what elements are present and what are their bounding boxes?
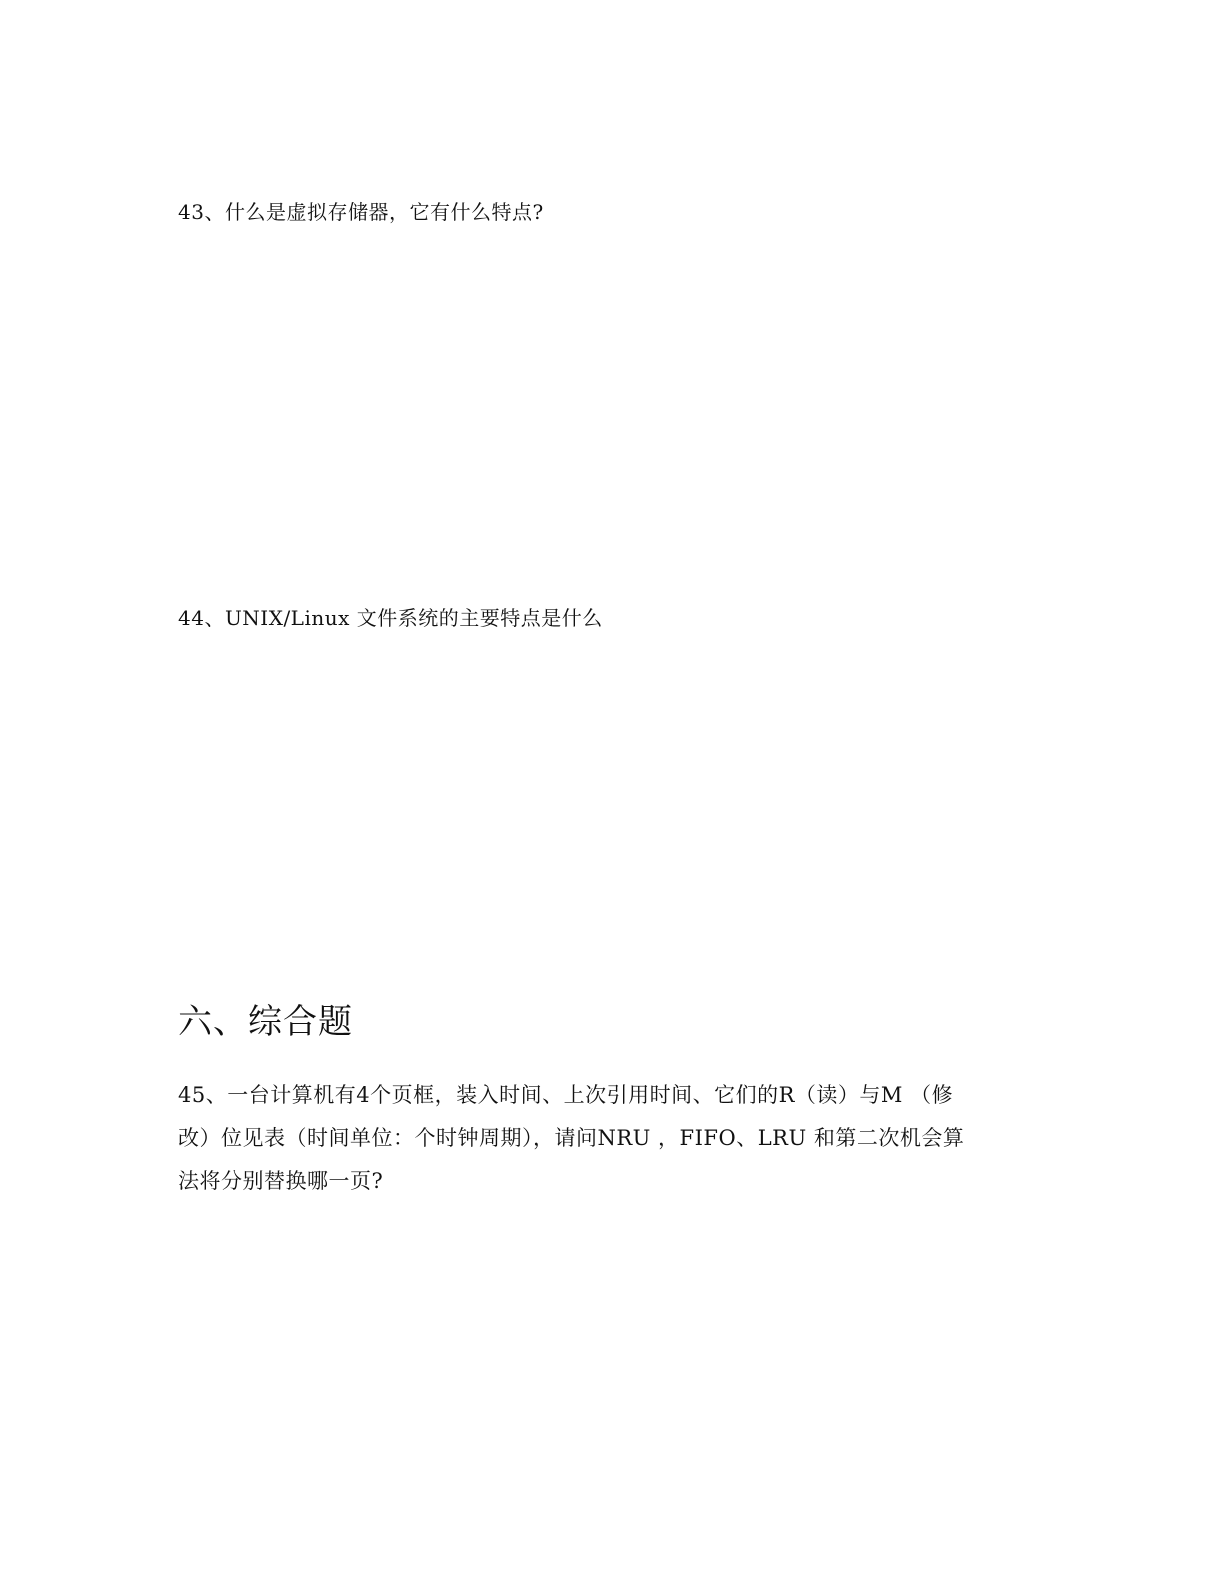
question-44: 44、UNIX/Linux 文件系统的主要特点是什么 — [178, 606, 603, 630]
question-45 — [178, 1074, 1038, 1203]
question-45-line-1: 45、一台计算机有4个页框，装入时间、上次引用时间、它们的R（读）与M （修 — [178, 1083, 954, 1107]
question-43: 43、什么是虚拟存储器，它有什么特点? — [178, 200, 544, 224]
question-45-line-2: 改）位见表（时间单位：个时钟周期），请问NRU ，FIFO、LRU 和第二次机会算 — [178, 1126, 965, 1150]
section-heading: 六、综合题 — [178, 1002, 353, 1042]
question-45-line-3: 法将分别替换哪一页? — [178, 1169, 384, 1193]
